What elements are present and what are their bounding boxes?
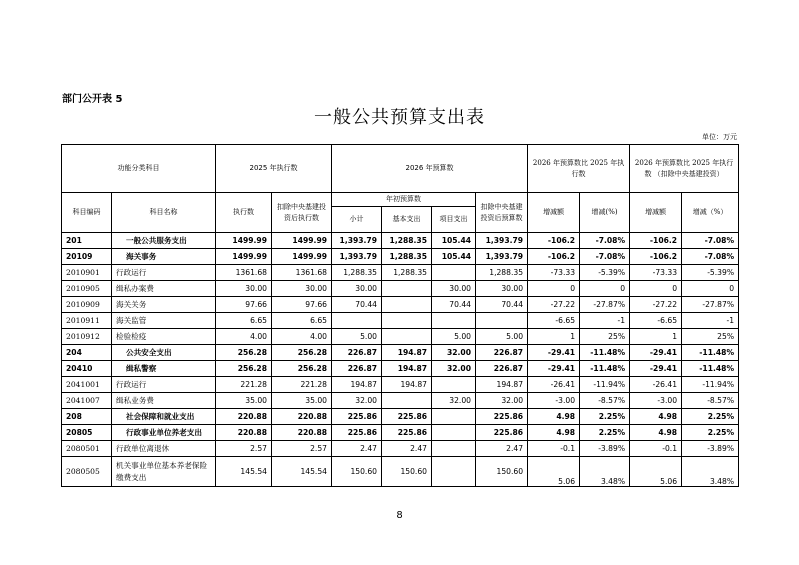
- name-cell: 海关监管: [112, 313, 216, 329]
- inc-pct-cell: -11.48%: [580, 345, 630, 361]
- inc-amt-cell: -26.41: [528, 377, 580, 393]
- budget-excl-cell: 1,393.79: [476, 233, 528, 249]
- table-row: [62, 297, 739, 313]
- code-cell: 204: [62, 345, 112, 361]
- header-inc-amt: 增减额: [528, 193, 580, 233]
- inc-amt-2-cell: 5.06: [630, 457, 682, 487]
- header-project: 项目支出: [432, 207, 476, 233]
- code-cell: 208: [62, 409, 112, 425]
- inc-amt-cell: 1: [528, 329, 580, 345]
- inc-pct-cell: -3.89%: [580, 441, 630, 457]
- header-cmp-excl: 2026 年预算数比 2025 年执行数 （扣除中央基建投资）: [630, 145, 739, 193]
- page-number: 8: [396, 510, 403, 521]
- inc-amt-2-cell: -27.22: [630, 297, 682, 313]
- name-cell: 检验检疫: [112, 329, 216, 345]
- inc-pct-2-cell: -5.39%: [682, 265, 739, 281]
- exec-excl-cell: 97.66: [272, 297, 332, 313]
- inc-pct-2-cell: -8.57%: [682, 393, 739, 409]
- budget-excl-cell: 225.86: [476, 409, 528, 425]
- basic-cell: 150.60: [382, 457, 432, 487]
- inc-amt-cell: -3.00: [528, 393, 580, 409]
- exec-cell: 220.88: [216, 425, 272, 441]
- inc-amt-2-cell: -106.2: [630, 249, 682, 265]
- basic-cell: 1,288.35: [382, 233, 432, 249]
- budget-excl-cell: [476, 313, 528, 329]
- table-row: [62, 233, 739, 249]
- code-cell: 2010911: [62, 313, 112, 329]
- code-cell: 20805: [62, 425, 112, 441]
- exec-excl-cell: 220.88: [272, 425, 332, 441]
- table-row: [62, 361, 739, 377]
- budget-excl-cell: 226.87: [476, 345, 528, 361]
- inc-pct-cell: -7.08%: [580, 249, 630, 265]
- table-row: [62, 393, 739, 409]
- subtotal-cell: 70.44: [332, 297, 382, 313]
- basic-cell: 225.86: [382, 425, 432, 441]
- name-cell: 社会保障和就业支出: [112, 409, 216, 425]
- inc-pct-cell: 2.25%: [580, 409, 630, 425]
- name-cell: 行政单位离退休: [112, 441, 216, 457]
- inc-amt-2-cell: 1: [630, 329, 682, 345]
- name-cell: 机关事业单位基本养老保险缴费支出: [112, 457, 216, 487]
- inc-amt-cell: 5.06: [528, 457, 580, 487]
- inc-pct-2-cell: -3.89%: [682, 441, 739, 457]
- project-cell: [432, 409, 476, 425]
- inc-amt-2-cell: -0.1: [630, 441, 682, 457]
- inc-pct-cell: 0: [580, 281, 630, 297]
- name-cell: 缉私业务费: [112, 393, 216, 409]
- inc-pct-cell: -27.87%: [580, 297, 630, 313]
- inc-pct-cell: -7.08%: [580, 233, 630, 249]
- exec-excl-cell: 220.88: [272, 409, 332, 425]
- inc-amt-cell: 4.98: [528, 409, 580, 425]
- code-cell: 2080501: [62, 441, 112, 457]
- subtotal-cell: 150.60: [332, 457, 382, 487]
- inc-pct-cell: -11.94%: [580, 377, 630, 393]
- inc-amt-cell: -73.33: [528, 265, 580, 281]
- inc-amt-cell: -106.2: [528, 233, 580, 249]
- inc-amt-2-cell: 0: [630, 281, 682, 297]
- name-cell: 一般公共服务支出: [112, 233, 216, 249]
- inc-pct-cell: -11.48%: [580, 361, 630, 377]
- code-cell: 2041007: [62, 393, 112, 409]
- inc-amt-cell: -27.22: [528, 297, 580, 313]
- code-cell: 2010912: [62, 329, 112, 345]
- inc-pct-2-cell: -1: [682, 313, 739, 329]
- name-cell: 缉私警察: [112, 361, 216, 377]
- budget-excl-cell: 225.86: [476, 425, 528, 441]
- header-basic: 基本支出: [382, 207, 432, 233]
- budget-excl-cell: 30.00: [476, 281, 528, 297]
- header-initial-budget: 年初预算数: [332, 193, 476, 207]
- header-func-class: 功能分类科目: [62, 145, 216, 193]
- project-cell: [432, 377, 476, 393]
- code-cell: 2010905: [62, 281, 112, 297]
- inc-amt-cell: 0: [528, 281, 580, 297]
- budget-excl-cell: 32.00: [476, 393, 528, 409]
- inc-pct-cell: -1: [580, 313, 630, 329]
- subtotal-cell: 1,393.79: [332, 249, 382, 265]
- inc-amt-2-cell: 4.98: [630, 409, 682, 425]
- subtotal-cell: 2.47: [332, 441, 382, 457]
- subtotal-cell: 225.86: [332, 425, 382, 441]
- inc-pct-2-cell: -7.08%: [682, 233, 739, 249]
- exec-cell: 1499.99: [216, 233, 272, 249]
- header-budget-2026: 2026 年预算数: [332, 145, 528, 193]
- basic-cell: [382, 281, 432, 297]
- inc-pct-2-cell: 0: [682, 281, 739, 297]
- project-cell: 32.00: [432, 393, 476, 409]
- subtotal-cell: 1,393.79: [332, 233, 382, 249]
- subtotal-cell: 226.87: [332, 345, 382, 361]
- header-exec-2025: 2025 年执行数: [216, 145, 332, 193]
- inc-pct-cell: -8.57%: [580, 393, 630, 409]
- inc-pct-2-cell: -11.48%: [682, 361, 739, 377]
- exec-excl-cell: 2.57: [272, 441, 332, 457]
- code-cell: 2010901: [62, 265, 112, 281]
- project-cell: [432, 425, 476, 441]
- exec-cell: 220.88: [216, 409, 272, 425]
- basic-cell: [382, 297, 432, 313]
- budget-excl-cell: 70.44: [476, 297, 528, 313]
- inc-amt-2-cell: -3.00: [630, 393, 682, 409]
- project-cell: 70.44: [432, 297, 476, 313]
- name-cell: 行政运行: [112, 377, 216, 393]
- name-cell: 行政事业单位养老支出: [112, 425, 216, 441]
- exec-excl-cell: 221.28: [272, 377, 332, 393]
- exec-cell: 256.28: [216, 361, 272, 377]
- project-cell: 32.00: [432, 345, 476, 361]
- inc-pct-2-cell: 2.25%: [682, 409, 739, 425]
- project-cell: [432, 265, 476, 281]
- inc-pct-2-cell: -11.48%: [682, 345, 739, 361]
- table-row: [62, 329, 739, 345]
- table-row: [62, 265, 739, 281]
- inc-pct-cell: -5.39%: [580, 265, 630, 281]
- exec-excl-cell: 6.65: [272, 313, 332, 329]
- exec-cell: 1499.99: [216, 249, 272, 265]
- basic-cell: 2.47: [382, 441, 432, 457]
- exec-cell: 30.00: [216, 281, 272, 297]
- exec-cell: 256.28: [216, 345, 272, 361]
- inc-pct-cell: 3.48%: [580, 457, 630, 487]
- budget-excl-cell: 194.87: [476, 377, 528, 393]
- table-row: [62, 249, 739, 265]
- inc-amt-cell: -0.1: [528, 441, 580, 457]
- subtotal-cell: 32.00: [332, 393, 382, 409]
- basic-cell: 194.87: [382, 377, 432, 393]
- inc-amt-2-cell: -6.65: [630, 313, 682, 329]
- basic-cell: 1,288.35: [382, 249, 432, 265]
- exec-excl-cell: 256.28: [272, 345, 332, 361]
- exec-cell: 35.00: [216, 393, 272, 409]
- name-cell: 公共安全支出: [112, 345, 216, 361]
- inc-pct-2-cell: 25%: [682, 329, 739, 345]
- header-exec: 执行数: [216, 193, 272, 233]
- inc-amt-2-cell: -73.33: [630, 265, 682, 281]
- code-cell: 2041001: [62, 377, 112, 393]
- subtotal-cell: 194.87: [332, 377, 382, 393]
- name-cell: 海关关务: [112, 297, 216, 313]
- code-cell: 20109: [62, 249, 112, 265]
- subtotal-cell: 226.87: [332, 361, 382, 377]
- header-name: 科目名称: [112, 193, 216, 233]
- budget-excl-cell: 2.47: [476, 441, 528, 457]
- exec-excl-cell: 4.00: [272, 329, 332, 345]
- subtotal-cell: 225.86: [332, 409, 382, 425]
- inc-amt-cell: -29.41: [528, 345, 580, 361]
- header-exec-excl: 扣除中央基建投资后执行数: [272, 193, 332, 233]
- budget-table: [61, 144, 739, 487]
- code-cell: 2080505: [62, 457, 112, 487]
- inc-pct-2-cell: -11.94%: [682, 377, 739, 393]
- exec-excl-cell: 256.28: [272, 361, 332, 377]
- basic-cell: 225.86: [382, 409, 432, 425]
- table-row: [62, 313, 739, 329]
- header-inc-pct: 增减(%): [580, 193, 630, 233]
- header-inc-pct-2: 增减（%）: [682, 193, 739, 233]
- exec-excl-cell: 1499.99: [272, 233, 332, 249]
- project-cell: 30.00: [432, 281, 476, 297]
- project-cell: [432, 313, 476, 329]
- subtotal-cell: 1,288.35: [332, 265, 382, 281]
- project-cell: 105.44: [432, 249, 476, 265]
- exec-cell: 6.65: [216, 313, 272, 329]
- exec-cell: 97.66: [216, 297, 272, 313]
- inc-pct-cell: 25%: [580, 329, 630, 345]
- project-cell: 5.00: [432, 329, 476, 345]
- inc-amt-2-cell: 4.98: [630, 425, 682, 441]
- exec-cell: 2.57: [216, 441, 272, 457]
- basic-cell: [382, 329, 432, 345]
- exec-cell: 221.28: [216, 377, 272, 393]
- name-cell: 海关事务: [112, 249, 216, 265]
- inc-pct-2-cell: 2.25%: [682, 425, 739, 441]
- inc-pct-2-cell: -7.08%: [682, 249, 739, 265]
- page-title: 一般公共预算支出表: [314, 107, 485, 128]
- exec-excl-cell: 145.54: [272, 457, 332, 487]
- table-body: [62, 233, 739, 487]
- table-row: [62, 425, 739, 441]
- table-row: [62, 281, 739, 297]
- project-cell: 105.44: [432, 233, 476, 249]
- code-cell: 2010909: [62, 297, 112, 313]
- budget-excl-cell: 150.60: [476, 457, 528, 487]
- project-cell: [432, 457, 476, 487]
- inc-amt-cell: -106.2: [528, 249, 580, 265]
- header-inc-amt-2: 增减额: [630, 193, 682, 233]
- inc-pct-cell: 2.25%: [580, 425, 630, 441]
- exec-excl-cell: 30.00: [272, 281, 332, 297]
- basic-cell: 194.87: [382, 361, 432, 377]
- inc-amt-2-cell: -26.41: [630, 377, 682, 393]
- exec-excl-cell: 1499.99: [272, 249, 332, 265]
- subtotal-cell: 30.00: [332, 281, 382, 297]
- header-budget-excl: 扣除中央基建投资后预算数: [476, 193, 528, 233]
- inc-amt-2-cell: -106.2: [630, 233, 682, 249]
- inc-amt-cell: -6.65: [528, 313, 580, 329]
- inc-amt-cell: 4.98: [528, 425, 580, 441]
- inc-pct-2-cell: 3.48%: [682, 457, 739, 487]
- table-row: [62, 345, 739, 361]
- basic-cell: 194.87: [382, 345, 432, 361]
- table-row: [62, 409, 739, 425]
- subtotal-cell: 5.00: [332, 329, 382, 345]
- code-cell: 20410: [62, 361, 112, 377]
- exec-excl-cell: 35.00: [272, 393, 332, 409]
- inc-amt-2-cell: -29.41: [630, 361, 682, 377]
- budget-excl-cell: 5.00: [476, 329, 528, 345]
- exec-excl-cell: 1361.68: [272, 265, 332, 281]
- budget-excl-cell: 1,288.35: [476, 265, 528, 281]
- budget-excl-cell: 226.87: [476, 361, 528, 377]
- header-cmp-exec: 2026 年预算数比 2025 年执行数: [528, 145, 630, 193]
- inc-amt-2-cell: -29.41: [630, 345, 682, 361]
- table-label: 部门公开表 5: [62, 94, 123, 105]
- header-subtotal: 小计: [332, 207, 382, 233]
- basic-cell: [382, 313, 432, 329]
- table-row: [62, 457, 739, 487]
- project-cell: 32.00: [432, 361, 476, 377]
- table-row: [62, 441, 739, 457]
- subtotal-cell: [332, 313, 382, 329]
- code-cell: 201: [62, 233, 112, 249]
- header-code: 科目编码: [62, 193, 112, 233]
- unit-note: 单位：万元: [702, 133, 737, 141]
- exec-cell: 1361.68: [216, 265, 272, 281]
- inc-amt-cell: -29.41: [528, 361, 580, 377]
- name-cell: 缉私办案费: [112, 281, 216, 297]
- name-cell: 行政运行: [112, 265, 216, 281]
- exec-cell: 145.54: [216, 457, 272, 487]
- inc-pct-2-cell: -27.87%: [682, 297, 739, 313]
- exec-cell: 4.00: [216, 329, 272, 345]
- budget-excl-cell: 1,393.79: [476, 249, 528, 265]
- basic-cell: 1,288.35: [382, 265, 432, 281]
- project-cell: [432, 441, 476, 457]
- table-row: [62, 377, 739, 393]
- basic-cell: [382, 393, 432, 409]
